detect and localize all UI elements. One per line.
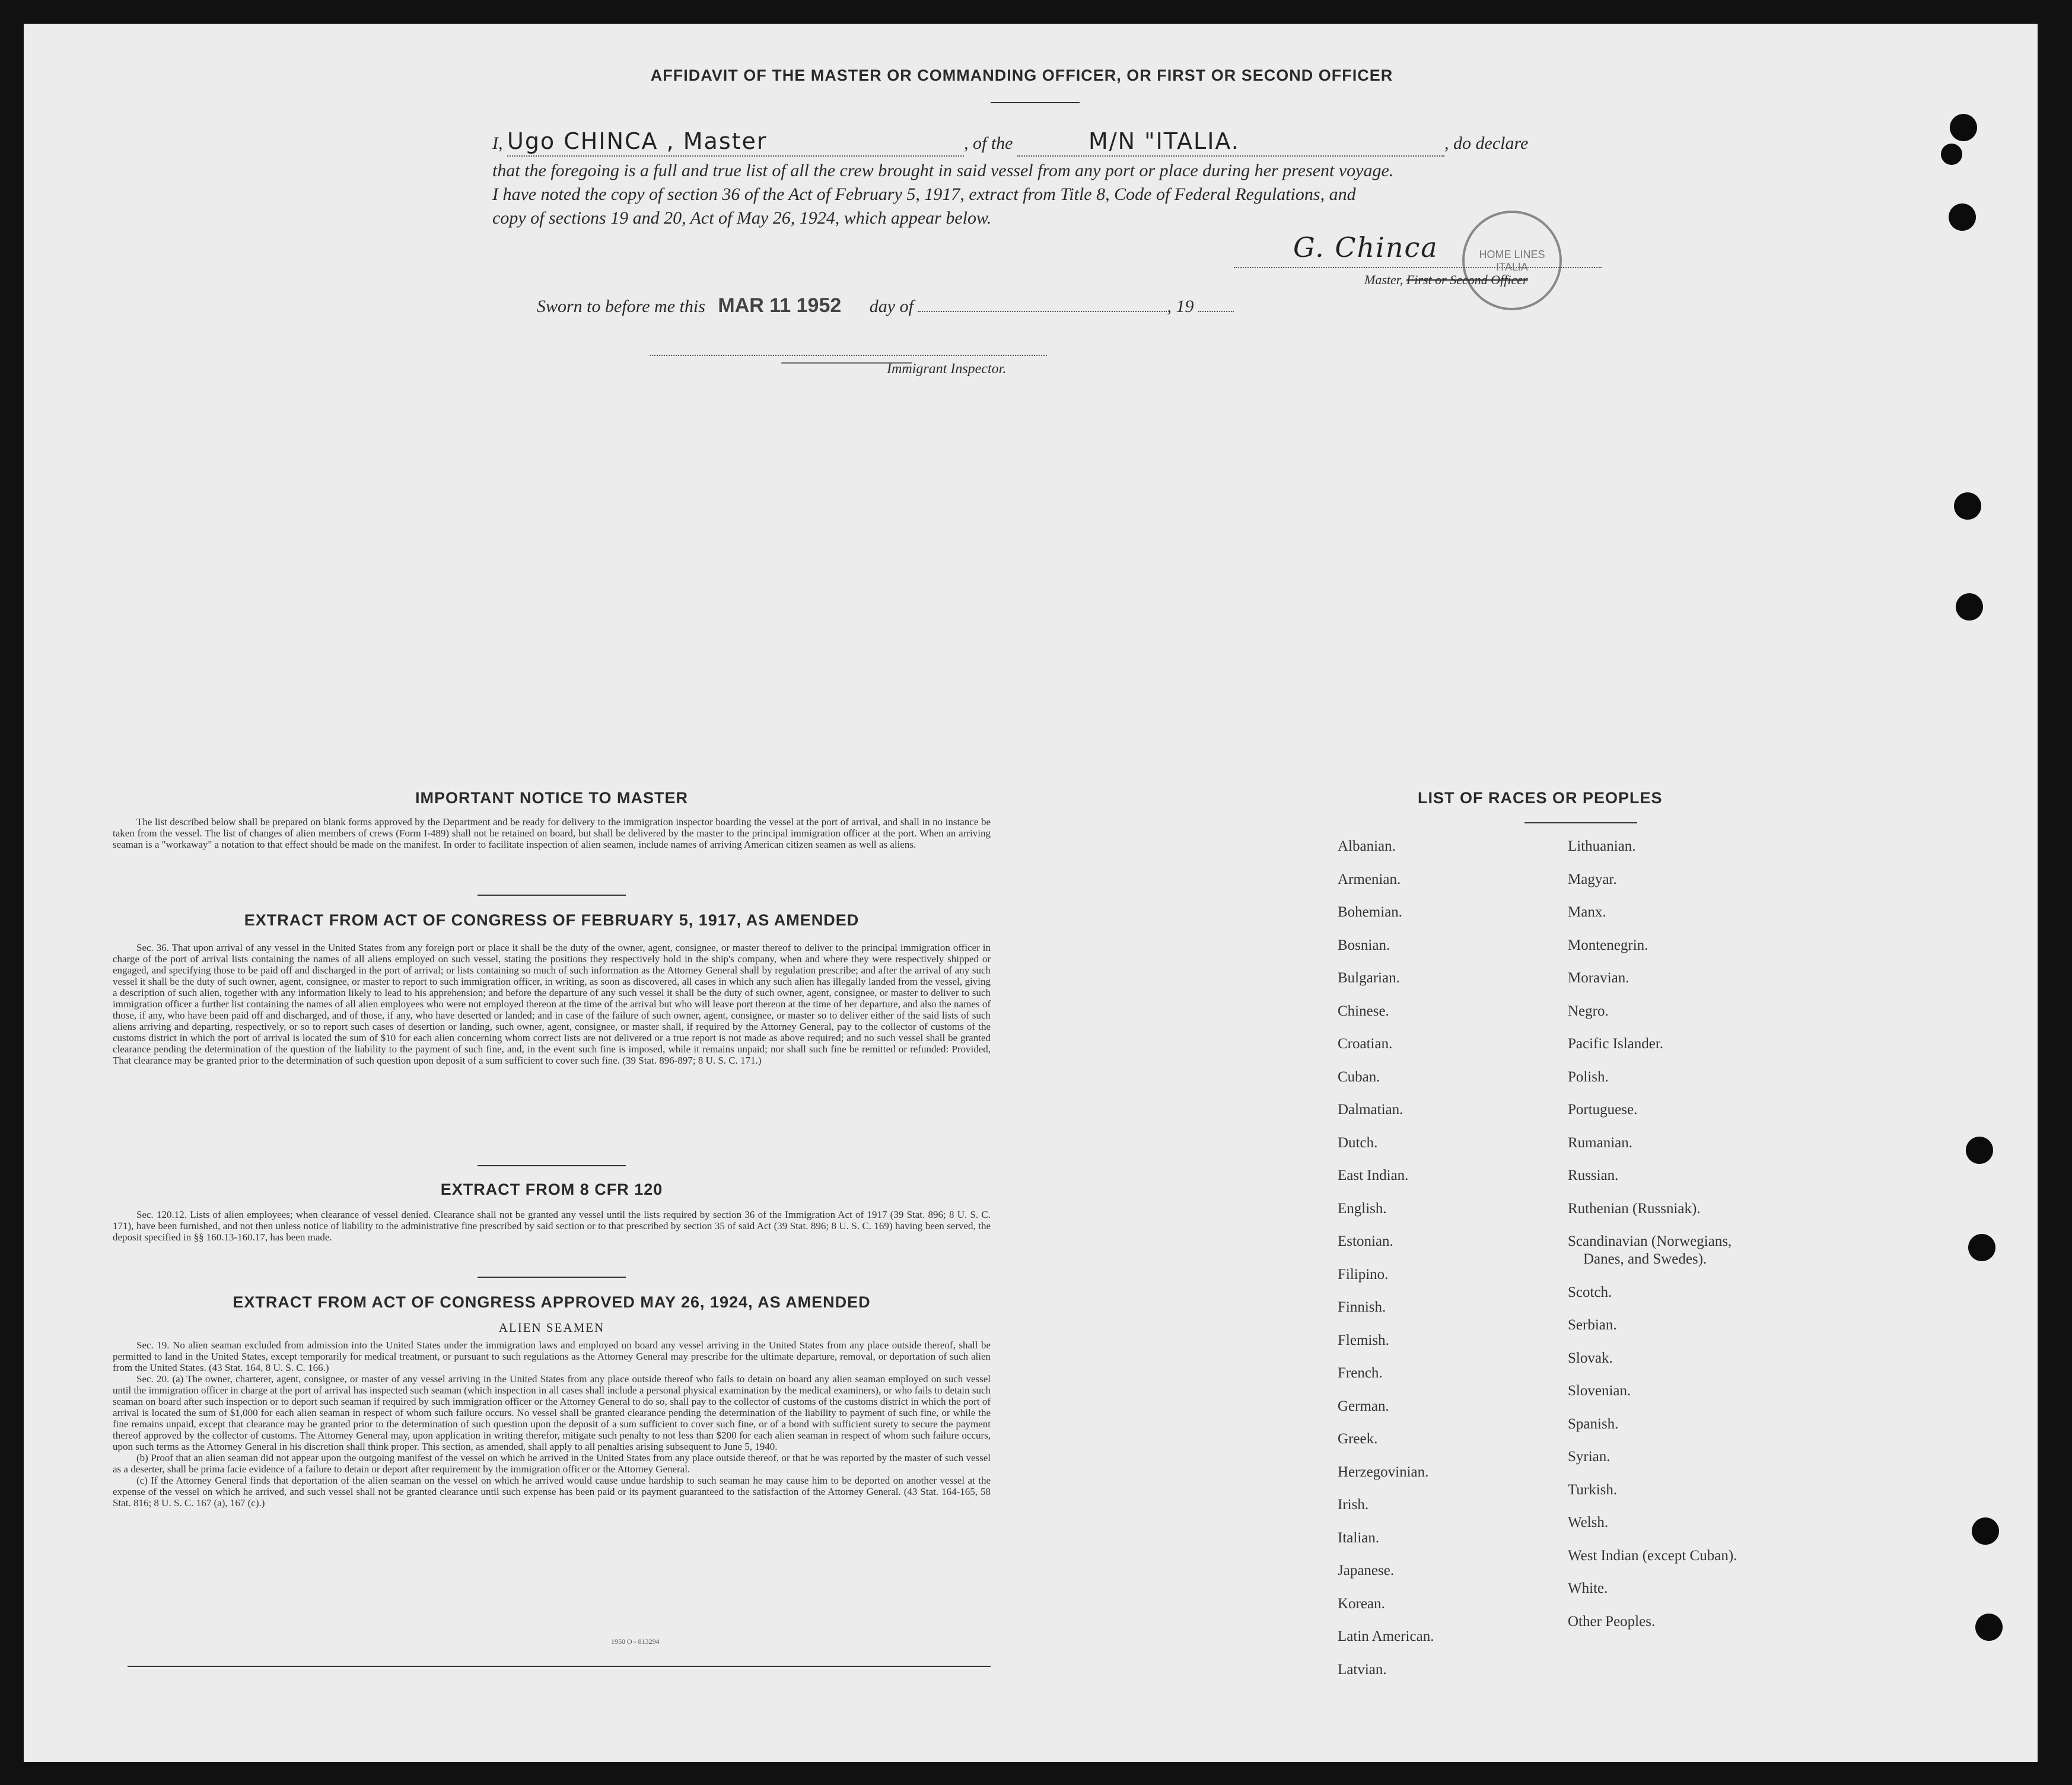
race-item: Albanian. [1338,838,1396,854]
declaration-line-3: I have noted the copy of section 36 of the Act of February 5, 1917, extract from Title 8, Code of Federal Regulations, and [492,184,1356,204]
alien-seamen-subheading: ALIEN SEAMEN [498,1321,605,1335]
race-item: Polish. [1568,1068,1609,1085]
notice-divider [478,895,626,896]
race-item: Magyar. [1568,871,1617,887]
inspector-label: Immigrant Inspector. [887,361,1007,377]
race-item: Chinese. [1338,1003,1389,1019]
extract-1917-heading: EXTRACT FROM ACT OF CONGRESS OF FEBRUARY 5, 1917, AS AMENDED [244,911,860,929]
race-item: Irish. [1338,1497,1369,1513]
race-item: Moravian. [1568,970,1629,986]
notice-paragraph: The list described below shall be prepared on blank forms approved by the Department and be ready for delivery to the immigration inspector boarding the vessel at the port of arrival, and shall in no instance be taken from the vessel. The list of changes of alien members of crews (Form I-489) shall not be retained on board, but shall be delivered by the master to the principal immigration officer at the port. When an arriving seaman is a "workaway" a notation to that effect should be made on the manifest. In order to facilitate inspection of alien seamen, include names of arriving American citizen seamen as well as aliens. [113,816,991,850]
race-item: Russian. [1568,1167,1619,1183]
race-item: Pacific Islander. [1568,1036,1664,1052]
race-item: Armenian. [1338,871,1401,887]
master-label: Master, [1364,272,1403,287]
sworn-label: Sworn to before me this [537,297,705,316]
race-item: Scotch. [1568,1284,1612,1300]
race-item: East Indian. [1338,1167,1409,1183]
extract-1924-text [113,1339,991,1509]
cfr-divider [478,1277,626,1278]
affidavit-title: AFFIDAVIT OF THE MASTER OR COMMANDING OFFICER, OR FIRST OR SECOND OFFICER [650,66,1393,84]
declaration-of-the: , of the [964,133,1013,153]
day-of-label: day of [869,297,914,316]
race-item: Spanish. [1568,1415,1619,1432]
punch-hole [1972,1517,1999,1545]
company-stamp [1462,211,1562,310]
race-item: Slovak. [1568,1350,1613,1366]
race-item: West Indian (except Cuban). [1568,1547,1737,1564]
race-item: Greek. [1338,1431,1378,1447]
race-item: Dutch. [1338,1134,1378,1151]
cfr-heading: EXTRACT FROM 8 CFR 120 [440,1181,663,1198]
race-item: Bohemian. [1338,904,1403,920]
punch-hole [1956,593,1983,621]
extract-1917-paragraph: Sec. 36. That upon arrival of any vessel in the United States from any foreign port or place it shall be the duty of the owner, agent, consignee, or master thereof to deliver to the principal immigration officer in charge of the port of arrival lists containing the names of all aliens employed on such vessel, stating the positions they respectively hold in the ship's company, when and where they were respectively shipped or engaged, and specifying those to be paid off and discharged in the port of arrival; or lists containing so much of such information as the Attorney General shall by regulation prescribe; and after the arrival of any such vessel it shall be the duty of such owner, agent, consignee, or master to report to such immigration officer, in writing, as soon as discovered, all cases in which any such alien has illegally landed from the vessel, giving a description of such alien, together with any information likely to lead to his apprehension; and before the departure of any such vessel it shall be the duty of such owner, agent, consignee, or master to deliver to such immigration officer a further list containing the names of all alien employees who were not employed thereon at the time of the arrival but who will leave port thereon at the time of her departure, and also the names of those, if any, who have been paid off and discharged, and of those, if any, who have deserted or landed; and in case of the failure of such owner, agent, consignee, or master so to deliver either of the said lists of such aliens arriving and departing, respectively, or so to report such cases of desertion or landing, such owner, agent, consignee, or master shall, if required by the Attorney General, pay to the collector of customs of the customs district in which the port of arrival is located the sum of $10 for each alien concerning whom correct lists are not delivered or a true report is not made as above required; and no such vessel shall be granted clearance pending the determination of the question of the liability to the payment of such fine, and, in the event such fine is imposed, while it remains unpaid; nor shall such fine be remitted or refunded: Provided, That clearance may be granted prior to the determination of such question upon deposit of a sum sufficient to cover such fine. (39 Stat. 896-897; 8 U. S. C. 171.) [113,942,991,1066]
races-divider [1524,822,1637,823]
cfr-text [113,1209,991,1243]
notice-text [113,816,991,850]
race-item: Herzegovinian. [1338,1463,1429,1480]
punch-hole [1950,114,1977,141]
race-item: Bulgarian. [1338,970,1400,986]
sec-20c-paragraph: (c) If the Attorney General finds that deportation of the alien seaman on the vessel on which he arrived would cause undue hardship to such seaman he may cause him to be deported on another vessel at the expense of the vessel on which he arrived, and such vessel shall not be granted clearance until such expense has been paid or its payment guaranteed to the satisfaction of the Attorney General. (43 Stat. 164-165, 58 Stat. 816; 8 U. S. C. 167 (a), 167 (c).) [113,1475,991,1509]
declaration-line-1 [492,129,1602,157]
extract-1917-text [113,942,991,1066]
race-item: Filipino. [1338,1266,1389,1283]
race-item: Latvian. [1338,1661,1387,1678]
race-item: Italian. [1338,1529,1380,1546]
declaration-line-4: copy of sections 19 and 20, Act of May 26, 1924, which appear below. [492,208,992,228]
race-item: Serbian. [1568,1317,1617,1333]
race-item: Slovenian. [1568,1383,1631,1399]
master-title-line [1364,268,1602,292]
punch-hole [1949,203,1976,231]
race-item: Estonian. [1338,1233,1393,1249]
race-item: Turkish. [1568,1481,1618,1498]
extract-1924-heading: EXTRACT FROM ACT OF CONGRESS APPROVED MAY 26, 1924, AS AMENDED [233,1293,871,1311]
master-signature: G. Chinca [1293,231,1438,263]
race-item: Finnish. [1338,1299,1386,1315]
race-item: Manx. [1568,904,1606,920]
race-item: Dalmatian. [1338,1102,1403,1118]
race-item: English. [1338,1200,1387,1217]
declaration-do-declare: , do declare [1444,133,1529,153]
punch-hole [1968,1234,1995,1261]
year-label: , 19 [1167,297,1194,316]
declaration-line-2: that the foregoing is a full and true list of all the crew brought in said vessel from any port or place during her present voyage. [492,161,1394,180]
sec-20b-paragraph: (b) Proof that an alien seaman did not appear upon the outgoing manifest of the vessel on which he arrived in the United States from any place outside thereof, or that he was reported by the master of such vessel as a deserter, shall be prima facie evidence of a failure to detain or deport after requirement by the immigration officer or the Attorney General. [113,1452,991,1475]
stamp-text: HOME LINES ITALIA [1479,249,1545,273]
date-stamp: MAR 11 1952 [718,294,842,317]
vessel-name: M/N "ITALIA. [1088,128,1240,154]
race-item: Syrian. [1568,1449,1611,1465]
race-item: German. [1338,1398,1389,1414]
race-item: Flemish. [1338,1332,1389,1348]
notice-heading: IMPORTANT NOTICE TO MASTER [415,789,688,807]
race-item: Ruthenian (Russniak). [1568,1200,1701,1217]
race-item: Danes, and Swedes). [1583,1251,1707,1267]
punch-hole [1954,492,1981,520]
title-divider [991,102,1080,103]
race-item: White. [1568,1580,1608,1596]
master-name: Ugo CHINCA , Master [507,128,768,154]
race-item: Other Peoples. [1568,1613,1656,1630]
sec-20a-paragraph: Sec. 20. (a) The owner, charterer, agent, consignee, or master of any vessel arriving in the United States from any place outside thereof who fails to detain on board any alien seaman employed on such vessel until the immigration officer in charge at the port of arrival has inspected such seaman (which inspection in all cases shall include a personal physical examination by the medical examiners), or who fails to detain such seaman on board after such inspection or to deport such seaman if required by such immigration officer or the Attorney General to do so, shall pay to the collector of customs of the customs district in which the port of arrival is located the sum of $1,000 for each alien seaman in respect of whom such failure occurs. No vessel shall be granted clearance pending the determination of the liability to payment of such fine, or while the fine remains unpaid, except that clearance may be granted prior to the determination of such question upon the deposit of a sum sufficient to cover such fine, or of a bond with sufficient surety to secure the payment thereof approved by the collector of customs. The Attorney General may, upon application in writing therefor, mitigate such penalty to not less than $200 for each alien seaman in respect of whom such failure occurs, upon such terms as the Attorney General in his discretion shall think proper. This section, as amended, shall apply to all penalties arising subsequent to June 5, 1940. [113,1373,991,1452]
cfr-paragraph: Sec. 120.12. Lists of alien employees; when clearance of vessel denied. Clearance shall not be granted any vessel until the lists required by section 36 of the Immigration Act of 1917 (39 Stat. 896; 8 U. S. C. 171), have been furnished, and not then unless notice of liability to the administrative fine prescribed by said section or to that prescribed by section 35 of said Act (39 Stat. 896; 8 U. S. C. 169) having been served, the deposit specified in §§ 160.13-160.17, has been made. [113,1209,991,1243]
race-item: Rumanian. [1568,1134,1633,1151]
race-item: Bosnian. [1338,937,1390,953]
race-item: Japanese. [1338,1563,1395,1579]
extract-1917-divider [478,1165,626,1166]
punch-hole [1966,1137,1993,1164]
race-item: Welsh. [1568,1514,1609,1531]
sec-19-paragraph: Sec. 19. No alien seaman excluded from admission into the United States under the immigration laws and employed on board any vessel arriving in the United States from any place outside thereof, shall be permitted to land in the United States, except temporarily for medical treatment, or pursuant to such regulations as the Attorney General may prescribe for the ultimate departure, removal, or deportation of such alien from the United States. (43 Stat. 164, 8 U. S. C. 166.) [113,1339,991,1373]
race-item: Negro. [1568,1003,1609,1019]
races-heading: LIST OF RACES OR PEOPLES [1418,789,1663,807]
race-item: Portuguese. [1568,1102,1638,1118]
officer-struck: First or Second Officer [1406,272,1528,287]
sworn-line [537,294,1367,319]
race-item: Scandinavian (Norwegians, [1568,1233,1732,1249]
punch-hole [1941,144,1962,165]
punch-hole [1975,1614,2003,1641]
footer-code: 1950 O - 813294 [611,1637,660,1646]
race-item: Croatian. [1338,1036,1393,1052]
race-item: French. [1338,1365,1383,1381]
inspector-signature-line [650,355,1047,356]
bottom-rule [128,1666,991,1667]
race-item: Cuban. [1338,1068,1380,1085]
race-item: Lithuanian. [1568,838,1636,854]
race-item: Korean. [1338,1595,1385,1612]
race-item: Montenegrin. [1568,937,1648,953]
declaration-i: I, [492,133,503,153]
race-item: Latin American. [1338,1628,1434,1644]
